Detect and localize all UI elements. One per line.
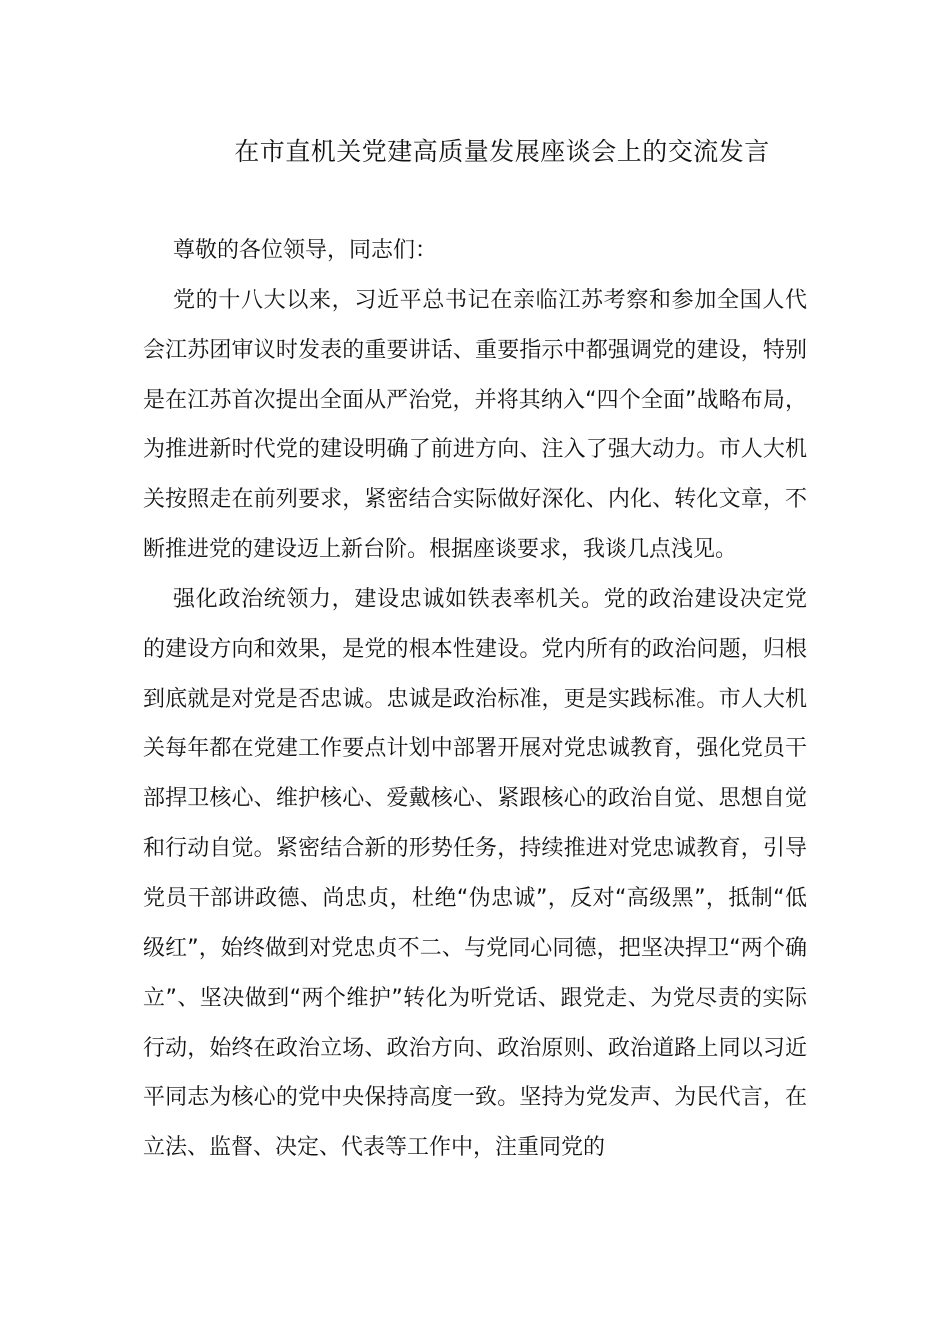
document-title: 在市直机关党建高质量发展座谈会上的交流发言 xyxy=(234,137,770,166)
salutation: 尊敬的各位领导，同志们： xyxy=(173,238,438,263)
document-body xyxy=(143,226,807,1173)
paragraph-intro: 党的十八大以来，习近平总书记在亲临江苏考察和参加全国人代会江苏团审议时发表的重要讲话、重要指示中都强调党的建设，特别是在江苏首次提出全面从严治党，并将其纳入“四个全面”战略布局，为推进新时代党的建设明确了前进方向、注入了强大动力。市人大机关按照走在前列要求，紧密结合实际做好深化、内化、转化文章，不断推进党的建设迈上新台阶。根据座谈要求，我谈几点浅见。 xyxy=(143,287,807,563)
paragraph-political-leadership: 强化政治统领力，建设忠诚如铁表率机关。党的政治建设决定党的建设方向和效果，是党的根本性建设。党内所有的政治问题，归根到底就是对党是否忠诚。忠诚是政治标准，更是实践标准。市人大机关每年都在党建工作要点计划中部署开展对党忠诚教育，强化党员干部捍卫核心、维护核心、爱戴核心、紧跟核心的政治自觉、思想自觉和行动自觉。紧密结合新的形势任务，持续推进对党忠诚教育，引导党员干部讲政德、尚忠贞，杜绝“伪忠诚”，反对“高级黑”，抵制“低级红”，始终做到对党忠贞不二、与党同心同德，把坚决捍卫“两个确立”、坚决做到“两个维护”转化为听党话、跟党走、为党尽责的实际行动，始终在政治立场、政治方向、政治原则、政治道路上同以习近平同志为核心的党中央保持高度一致。坚持为党发声、为民代言，在立法、监督、决定、代表等工作中，注重同党的 xyxy=(143,586,807,1161)
